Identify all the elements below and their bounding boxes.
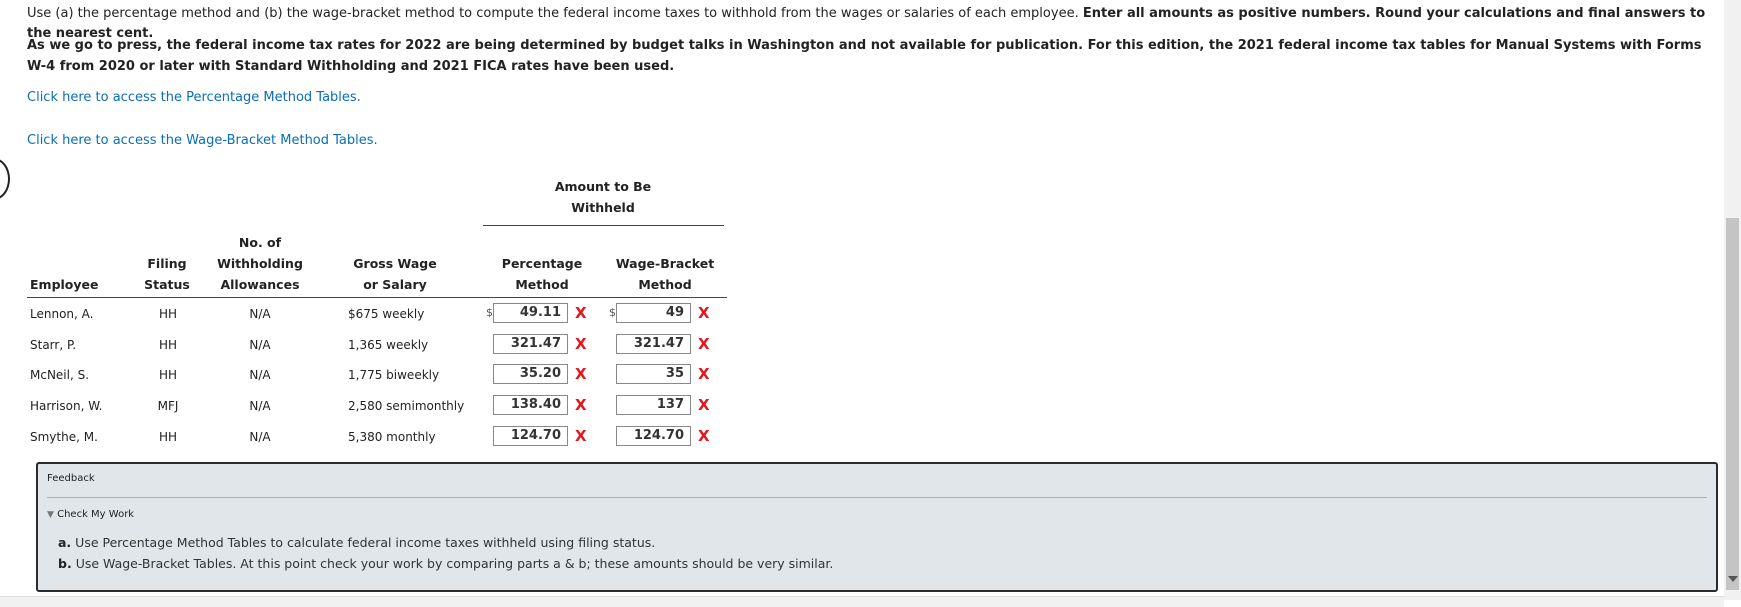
percentage-method-input[interactable]: 321.47 [493,334,568,354]
withholding-allowances: N/A [249,307,271,321]
header-percentage-method [490,253,594,295]
filing-status: HH [158,307,178,321]
currency-symbol: $ [609,306,616,319]
header-wage-bracket-method [610,253,720,295]
partial-circle-decoration [0,158,10,200]
employee-name: Lennon, A. [30,307,94,321]
wage-bracket-tables-link[interactable]: Click here to access the Wage-Bracket Method Tables. [27,133,378,148]
filing-status: HH [158,338,178,352]
percentage-method-input[interactable]: 35.20 [493,364,568,384]
filing-status: HH [158,430,178,444]
scrollbar-thumb[interactable] [1726,218,1739,590]
wage-bracket-method-input[interactable]: 124.70 [616,426,691,446]
wage-bracket-method-input[interactable]: 35 [616,364,691,384]
employee-name: Harrison, W. [30,399,103,413]
feedback-item-b-label: b. [58,556,72,571]
amount-withheld-heading [483,176,723,218]
header-gross-wage [340,253,450,295]
feedback-item-b [58,556,833,571]
incorrect-icon: X [575,427,587,445]
feedback-item-a [58,535,655,550]
withholding-allowances: N/A [249,430,271,444]
feedback-item-a-label: a. [58,535,72,550]
header-wb-line-1: Wage-Bracket [615,256,715,271]
gross-wage: $675 weekly [348,307,425,321]
employee-name: Smythe, M. [30,430,98,444]
incorrect-icon: X [575,365,587,383]
tax-year-note: As we go to press, the federal income tax rates for 2022 are being determined by budget talks in Washington and not available for publication. For this edition, the 2021 federal income tax tables for Manual Systems with Forms W-4 from 2020 or later with Standard Withholding and 2021 FICA rates have been used. [27,38,1702,74]
feedback-title: Feedback [47,473,95,484]
percentage-method-input[interactable]: 138.40 [493,395,568,415]
incorrect-icon: X [575,396,587,414]
amount-heading-line-2: Withheld [571,200,635,215]
check-my-work-toggle[interactable] [47,509,134,520]
incorrect-icon: X [698,365,710,383]
scroll-down-arrow-icon[interactable] [1728,576,1738,582]
feedback-item-a-text: Use Percentage Method Tables to calculate federal income taxes withheld using filing status. [75,535,656,550]
withholding-allowances: N/A [249,399,271,413]
incorrect-icon: X [575,304,587,322]
header-filing-line-1: Filing [147,256,187,271]
header-employee: Employee [30,277,99,292]
header-pct-line-2: Method [515,277,569,292]
incorrect-icon: X [698,396,710,414]
amount-heading-line-1: Amount to Be [554,179,652,194]
feedback-divider [47,497,1707,498]
percentage-tables-link[interactable]: Click here to access the Percentage Method Tables. [27,90,361,105]
withholding-allowances: N/A [249,338,271,352]
horizontal-scrollbar[interactable] [0,596,1724,607]
header-allow-line-1: No. of [238,235,282,250]
incorrect-icon: X [698,427,710,445]
header-withholding-allowances [210,232,310,295]
wage-bracket-method-input[interactable]: 49 [616,303,691,323]
employee-name: Starr, P. [30,338,77,352]
incorrect-icon: X [575,335,587,353]
withholding-allowances: N/A [249,368,271,382]
table-header-divider [27,297,727,298]
header-gross-line-2: or Salary [363,277,427,292]
incorrect-icon: X [698,335,710,353]
header-filing-line-2: Status [144,277,190,292]
percentage-method-input[interactable]: 49.11 [493,303,568,323]
instructions-text: Use (a) the percentage method and (b) the wage-bracket method to compute the federal income taxes to withhold from the wages or salaries of each employee. [27,6,1079,21]
gross-wage: 1,365 weekly [348,338,429,352]
currency-symbol: $ [486,306,493,319]
gross-wage: 5,380 monthly [348,430,436,444]
header-pct-line-1: Percentage [501,256,583,271]
header-allow-line-3: Allowances [220,277,300,292]
amount-heading-divider [483,225,724,226]
header-filing-status [142,253,192,295]
feedback-panel [36,462,1718,592]
filing-status: MFJ [157,399,179,413]
wage-bracket-method-input[interactable]: 137 [616,395,691,415]
check-my-work-label: Check My Work [57,509,135,520]
employee-name: McNeil, S. [30,368,90,382]
gross-wage: 1,775 biweekly [348,368,440,382]
gross-wage: 2,580 semimonthly [348,399,465,413]
vertical-scrollbar[interactable] [1724,0,1741,600]
header-allow-line-2: Withholding [217,256,303,271]
percentage-method-input[interactable]: 124.70 [493,426,568,446]
feedback-item-b-text: Use Wage-Bracket Tables. At this point check your work by comparing parts a & b; these amounts should be very similar. [75,556,834,571]
triangle-down-icon: ▼ [47,510,54,520]
wage-bracket-method-input[interactable]: 321.47 [616,334,691,354]
filing-status: HH [158,368,178,382]
instructions-bold-text: Enter all amounts as positive numbers. Round your calculations and final answers to the nearest cent. [27,6,1706,41]
header-wb-line-2: Method [638,277,692,292]
incorrect-icon: X [698,304,710,322]
header-gross-line-1: Gross Wage [353,256,437,271]
